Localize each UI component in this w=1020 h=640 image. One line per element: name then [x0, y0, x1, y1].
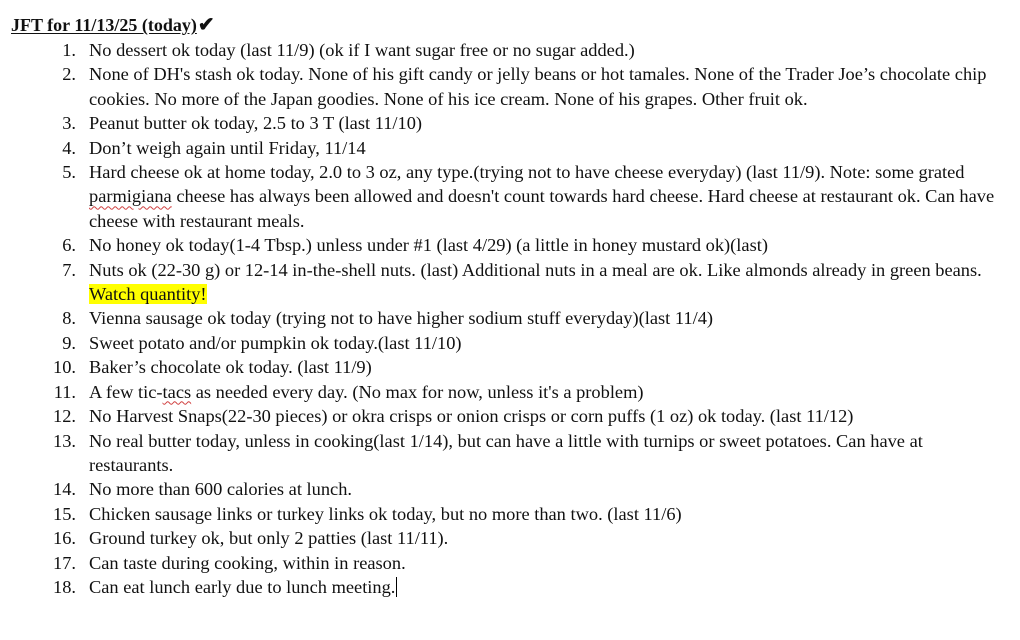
- item-text: Sweet potato and/or pumpkin ok today.(last 11/10): [89, 332, 462, 353]
- misspelled-word[interactable]: tacs: [162, 381, 192, 402]
- item-number: 2.: [62, 64, 76, 85]
- list-item: [0, 502, 1020, 526]
- item-text-continued: cheese has always been allowed and doesn't count towards hard cheese. Hard cheese at restaurant ok. Can have cheese with restaurant meals.: [89, 186, 995, 231]
- misspelled-word[interactable]: parmigiana: [89, 186, 172, 207]
- item-number: 13.: [53, 430, 76, 451]
- item-number: 7.: [62, 259, 76, 280]
- list-item: [0, 233, 1020, 257]
- text-cursor: [396, 577, 397, 597]
- item-number: 5.: [62, 162, 76, 183]
- item-text: A few tic-: [89, 381, 163, 402]
- item-text: Nuts ok (22-30 g) or 12-14 in-the-shell nuts. (last) Additional nuts in a meal are ok. Like almonds already in green beans.: [89, 259, 982, 280]
- list-item: [0, 526, 1020, 550]
- list-item: [0, 160, 1020, 233]
- item-number: 17.: [53, 552, 76, 573]
- list-item: [0, 404, 1020, 428]
- checkmark-icon: ✔: [197, 14, 215, 36]
- list-item: [0, 62, 1020, 111]
- item-text: Can taste during cooking, within in reason.: [89, 552, 406, 573]
- item-text: No dessert ok today (last 11/9) (ok if I want sugar free or no sugar added.): [89, 40, 635, 60]
- item-text: Hard cheese ok at home today, 2.0 to 3 oz, any type.(trying not to have cheese everyday) (last 11/9). Note: some grated: [89, 162, 965, 183]
- list-item: [0, 258, 1020, 307]
- item-text: No Harvest Snaps(22-30 pieces) or okra crisps or onion crisps or corn puffs (1 oz) ok today. (last 11/12): [89, 406, 854, 427]
- item-text: No real butter today, unless in cooking(last 1/14), but can have a little with turnips or sweet potatoes. Can have at restaurants.: [89, 430, 923, 475]
- list-item: [0, 380, 1020, 404]
- item-text: Chicken sausage links or turkey links ok today, but no more than two. (last 11/6): [89, 503, 682, 524]
- item-number: 1.: [62, 40, 76, 60]
- item-text: None of DH's stash ok today. None of his gift candy or jelly beans or hot tamales. None of the Trader Joe’s chocolate chip cookies. No more of the Japan goodies. None of his ice cream. None of his grapes. Other fruit ok.: [89, 64, 987, 109]
- list-item: [0, 429, 1020, 478]
- list-item: [0, 355, 1020, 379]
- item-number: 3.: [62, 113, 76, 134]
- item-number: 16.: [53, 528, 76, 549]
- item-number: 9.: [62, 332, 76, 353]
- item-number: 6.: [62, 235, 76, 256]
- list-item: [0, 331, 1020, 355]
- item-number: 8.: [62, 308, 76, 329]
- item-text: Don’t weigh again until Friday, 11/14: [89, 137, 366, 158]
- item-text: Peanut butter ok today, 2.5 to 3 T (last 11/10): [89, 113, 423, 134]
- item-text: No honey ok today(1-4 Tbsp.) unless under #1 (last 4/29) (a little in honey mustard ok)(last): [89, 235, 768, 256]
- list-item: [0, 477, 1020, 501]
- list-item: [0, 111, 1020, 135]
- item-number: 18.: [53, 576, 76, 597]
- item-text: Baker’s chocolate ok today. (last 11/9): [89, 357, 372, 378]
- item-text: No more than 600 calories at lunch.: [89, 479, 353, 500]
- item-number: 15.: [53, 503, 76, 524]
- list-item: [0, 575, 1020, 599]
- title-text: JFT for 11/13/25 (today): [11, 15, 197, 35]
- item-number: 10.: [53, 357, 76, 378]
- list-item: [0, 38, 1020, 62]
- item-text: Can eat lunch early due to lunch meeting.: [89, 576, 396, 597]
- highlighted-text: Watch quantity!: [89, 284, 207, 305]
- list-item: [0, 551, 1020, 575]
- item-text: Vienna sausage ok today (trying not to have higher sodium stuff everyday)(last 11/4): [89, 308, 714, 329]
- list-item: [0, 306, 1020, 330]
- food-rules-list: [0, 38, 1020, 599]
- item-number: 4.: [62, 137, 76, 158]
- document-title: [11, 13, 215, 37]
- item-text-continued: as needed every day. (No max for now, unless it's a problem): [191, 381, 644, 402]
- item-text: Ground turkey ok, but only 2 patties (last 11/11).: [89, 528, 449, 549]
- list-item: [0, 136, 1020, 160]
- item-number: 12.: [53, 406, 76, 427]
- item-number: 11.: [53, 381, 76, 402]
- item-number: 14.: [53, 479, 76, 500]
